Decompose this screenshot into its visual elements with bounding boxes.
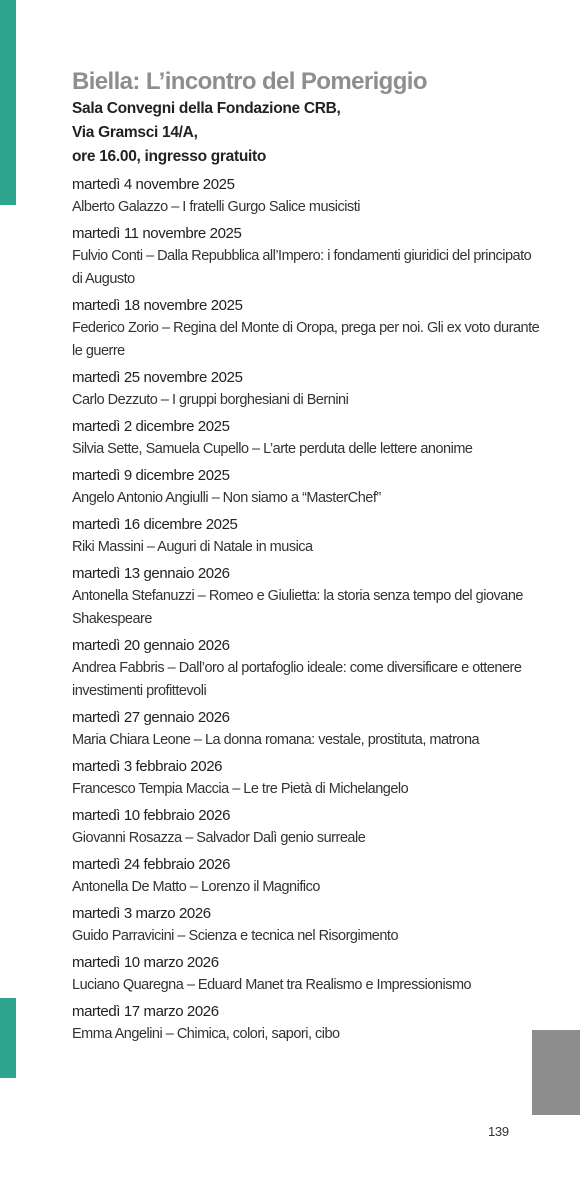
event-item (72, 173, 542, 219)
event-date: martedì 3 febbraio 2026 (72, 758, 223, 775)
event-item (72, 366, 542, 412)
event-date: martedì 20 gennaio 2026 (72, 637, 230, 654)
event-description: Emma Angelini – Chimica, colori, sapori, cibo (72, 1026, 340, 1042)
event-item (72, 222, 542, 291)
event-item (72, 464, 542, 510)
event-description: Antonella De Matto – Lorenzo il Magnifico (72, 879, 320, 895)
event-description: Fulvio Conti – Dalla Repubblica all’Impero: i fondamenti giuridici del principato di Augusto (72, 248, 532, 287)
event-description: Guido Parravicini – Scienza e tecnica nel Risorgimento (72, 928, 399, 944)
event-description: Federico Zorio – Regina del Monte di Oropa, prega per noi. Gli ex voto durante le guerre (72, 320, 540, 359)
event-date: martedì 10 marzo 2026 (72, 954, 219, 971)
page-title: Biella: L’incontro del Pomeriggio (72, 68, 427, 95)
event-description: Angelo Antonio Angiulli – Non siamo a “MasterChef” (72, 490, 381, 506)
event-description: Antonella Stefanuzzi – Romeo e Giulietta: la storia senza tempo del giovane Shakespeare (72, 588, 523, 627)
accent-bar-bottom (0, 998, 16, 1078)
event-item (72, 951, 542, 997)
event-date: martedì 10 febbraio 2026 (72, 807, 231, 824)
event-item (72, 634, 542, 703)
event-description: Carlo Dezzuto – I gruppi borghesiani di Bernini (72, 392, 349, 408)
event-description: Luciano Quaregna – Eduard Manet tra Realismo e Impressionismo (72, 977, 472, 993)
event-item (72, 755, 542, 801)
event-date: martedì 13 gennaio 2026 (72, 565, 230, 582)
event-item (72, 1000, 542, 1046)
event-date: martedì 17 marzo 2026 (72, 1003, 219, 1020)
venue-time: ore 16.00, ingresso gratuito (72, 148, 267, 165)
event-item (72, 562, 542, 631)
event-description: Alberto Galazzo – I fratelli Gurgo Salice musicisti (72, 199, 360, 215)
event-date: martedì 2 dicembre 2025 (72, 418, 230, 435)
event-date: martedì 18 novembre 2025 (72, 297, 243, 314)
event-item (72, 415, 542, 461)
event-item (72, 706, 542, 752)
event-date: martedì 24 febbraio 2026 (72, 856, 231, 873)
event-description: Silvia Sette, Samuela Cupello – L’arte perduta delle lettere anonime (72, 441, 473, 457)
event-description: Francesco Tempia Maccia – Le tre Pietà di Michelangelo (72, 781, 409, 797)
event-item (72, 902, 542, 948)
event-description: Andrea Fabbris – Dall’oro al portafoglio ideale: come diversificare e ottenere investimenti profittevoli (72, 660, 522, 699)
event-date: martedì 25 novembre 2025 (72, 369, 243, 386)
venue-info (72, 97, 542, 169)
event-description: Maria Chiara Leone – La donna romana: vestale, prostituta, matrona (72, 732, 480, 748)
event-date: martedì 11 novembre 2025 (72, 225, 242, 242)
event-date: martedì 16 dicembre 2025 (72, 516, 238, 533)
event-description: Giovanni Rosazza – Salvador Dalì genio surreale (72, 830, 366, 846)
event-description: Riki Massini – Auguri di Natale in musica (72, 539, 313, 555)
program-section (72, 66, 542, 1049)
venue-address: Via Gramsci 14/A, (72, 124, 198, 141)
venue-name: Sala Convegni della Fondazione CRB, (72, 100, 341, 117)
event-item (72, 513, 542, 559)
event-date: martedì 3 marzo 2026 (72, 905, 211, 922)
event-item (72, 294, 542, 363)
event-date: martedì 9 dicembre 2025 (72, 467, 230, 484)
page-number: 139 (488, 1124, 509, 1139)
event-item (72, 853, 542, 899)
event-date: martedì 27 gennaio 2026 (72, 709, 230, 726)
event-item (72, 804, 542, 850)
event-date: martedì 4 novembre 2025 (72, 176, 235, 193)
accent-bar-top (0, 0, 16, 205)
